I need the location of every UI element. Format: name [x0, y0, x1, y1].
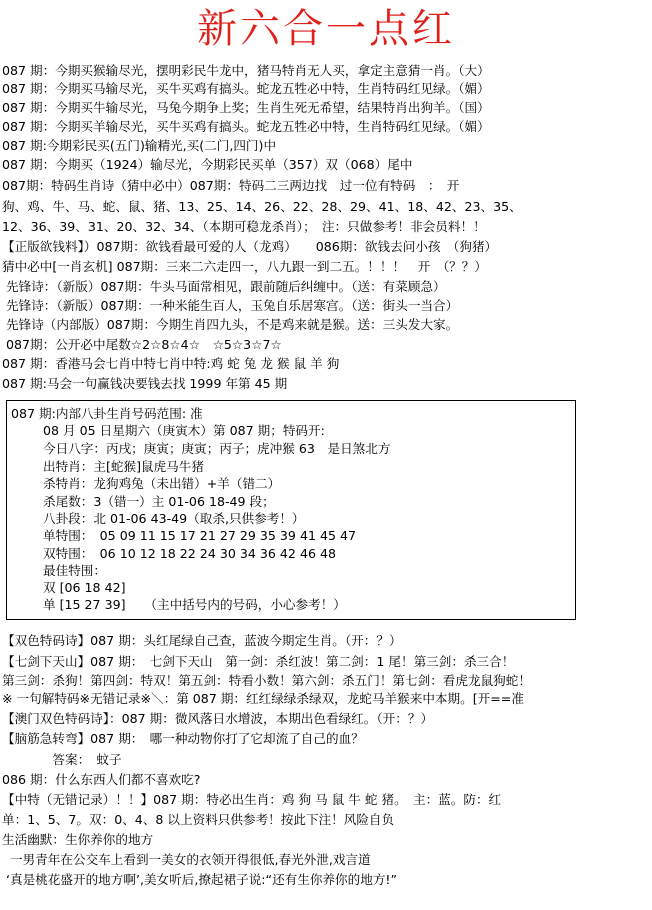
number-range-box [6, 400, 576, 620]
text-line: 087 期：今期买羊输尽光，买牛买鸡有搞头。蛇龙五牲必中特，生肖特码红见绿。（媚） [2, 119, 490, 134]
text-line: 生活幽默：生你养你的地方 [2, 832, 154, 847]
text-line: 087 期：香港马会七肖中特七肖中特:鸡 蛇 兔 龙 猴 鼠 羊 狗 [2, 356, 340, 371]
text-line: 猜中必中[一肖玄机] 087期：三来二六走四一，八九跟一到二五。！！！ 开 （？？） [2, 259, 487, 274]
box-line: 八卦段：北 01-06 43-49（取杀,只供参考！） [43, 511, 305, 526]
box-line: 单特围： 05 09 11 15 17 21 27 29 35 39 41 45 47 [43, 528, 357, 543]
text-line: 一男青年在公交车上看到一美女的衣领开得很低,春光外泄,戏言道 [2, 852, 371, 867]
text-line: 087 期：今期买（1924）输尽光，今期彩民买单（357）双（068）尾中 [2, 157, 413, 172]
page-title: 新六合一点红 [197, 6, 455, 52]
text-line: 【七剑下天山】087 期： 七剑下天山 第一剑：杀红波！第二剑：1 尾！第三剑：杀三合！ [2, 654, 515, 669]
text-line: 086 期：什么东西人们都不喜欢吃? [2, 772, 201, 787]
text-line: 087 期:马会一句赢钱决要钱去找 1999 年第 45 期 [2, 376, 288, 391]
text-line: 【澳门双色特码诗】：087 期：微风落日水增波，本期出色看绿红。（开：？） [2, 711, 434, 726]
box-line: 087 期:内部八卦生肖号码范围: 准 [11, 406, 203, 421]
text-line: 087 期：今期买猴输尽光，摆明彩民牛龙中，猪马特肖无人买，拿定主意猜一肖。（大） [2, 63, 490, 78]
text-line: 【双色特码诗】087 期：头红尾绿自己查，蓝波今期定生肖。（开：？） [2, 633, 402, 648]
text-line: 12、36、39、31、20、32、34、（本期可稳龙杀肖）； 注：只做参考！非会员料！！ [2, 219, 486, 234]
box-line: 双特围： 06 10 12 18 22 24 30 34 36 42 46 48 [43, 546, 337, 561]
text-line: 087 期：今期买牛输尽光，马兔今期争上奖；生肖生死无希望，结果特肖出狗羊。（国） [2, 100, 490, 115]
text-line: 087 期:今期彩民买(五门)输精光,买(二门,四门)中 [2, 138, 277, 153]
box-line: 杀特肖：龙狗鸡兔（未出错）+羊（错二） [43, 476, 281, 491]
text-line: 【正版欲钱料】）087期：欲钱看最可爱的人（龙鸡） 086期：欲钱去问小孩 （狗猪） [2, 239, 498, 254]
box-line: 08 月 05 日星期六（庚寅木）第 087 期；特码开: [43, 423, 325, 438]
box-line: 双 [06 18 42] [43, 580, 126, 595]
box-line: 今日八字：丙戌；庚寅；庚寅；丙子；虎冲猴 63 是日煞北方 [43, 441, 391, 456]
box-line: 最佳特围： [43, 563, 106, 578]
box-line: 出特肖：主[蛇猴]鼠虎马牛猪 [43, 459, 204, 474]
text-line: 087期：公开必中尾数☆2☆8☆4☆ ☆5☆3☆7☆ [2, 337, 282, 352]
text-line: 先锋诗：（新版）087期：牛头马面常相见，跟前随后纠缠中。（送：有菜顾急） [2, 279, 446, 294]
text-line: 单：1、5、7。双：0、4、8 以上资料只供参考！按此下注！风险自负 [2, 812, 395, 827]
text-line: ※ 一句解特码※无错记录※＼：第 087 期：红红绿绿杀绿双，龙蛇马羊猴来中本期。[开==准 [2, 691, 524, 706]
text-line: 【中特（无错记录）！！】087 期：特必出生肖：鸡 狗 马 鼠 牛 蛇 猪。 主：蓝。防：红 [2, 792, 502, 807]
text-line: 087 期：今期买马输尽光，买牛买鸡有搞头。蛇龙五牲必中特，生肖特码红见绿。（媚） [2, 81, 490, 96]
box-line: 杀尾数：3（错一）主 01-06 18-49 段； [43, 494, 275, 509]
text-line: 答案： 蚊子 [2, 752, 122, 767]
text-line: 先锋诗：（新版）087期：一种米能生百人，玉兔自乐居寒宫。（送：街头一当合） [2, 298, 459, 313]
text-line: 先锋诗（内部版）087期：今期生肖四九头，不是鸡来就是猴。送：三头发大家。 [2, 317, 459, 332]
text-line: 【脑筋急转弯】087 期： 哪一种动物你打了它却流了自己的血？ [2, 731, 364, 746]
text-line: 第三剑：杀狗！第四剑：特双！第五剑：特看小数！第六剑：杀五门！第七剑：看虎龙鼠狗蛇！ [2, 673, 531, 688]
text-line: 狗、鸡、牛、马、蛇、鼠、猪、13、25、14、26、22、28、29、41、18、42、23、35、 [2, 199, 522, 214]
text-line: ‘真是桃花盛开的地方啊’,美女听后,撩起裙子说:“还有生你养你的地方!” [2, 872, 397, 887]
text-line: 087期：特码生肖诗（猜中必中）087期：特码二三两边找 过一位有特码 ： 开 [2, 178, 460, 193]
box-line: 单 [15 27 39] （主中括号内的号码，小心参考！） [43, 597, 346, 612]
